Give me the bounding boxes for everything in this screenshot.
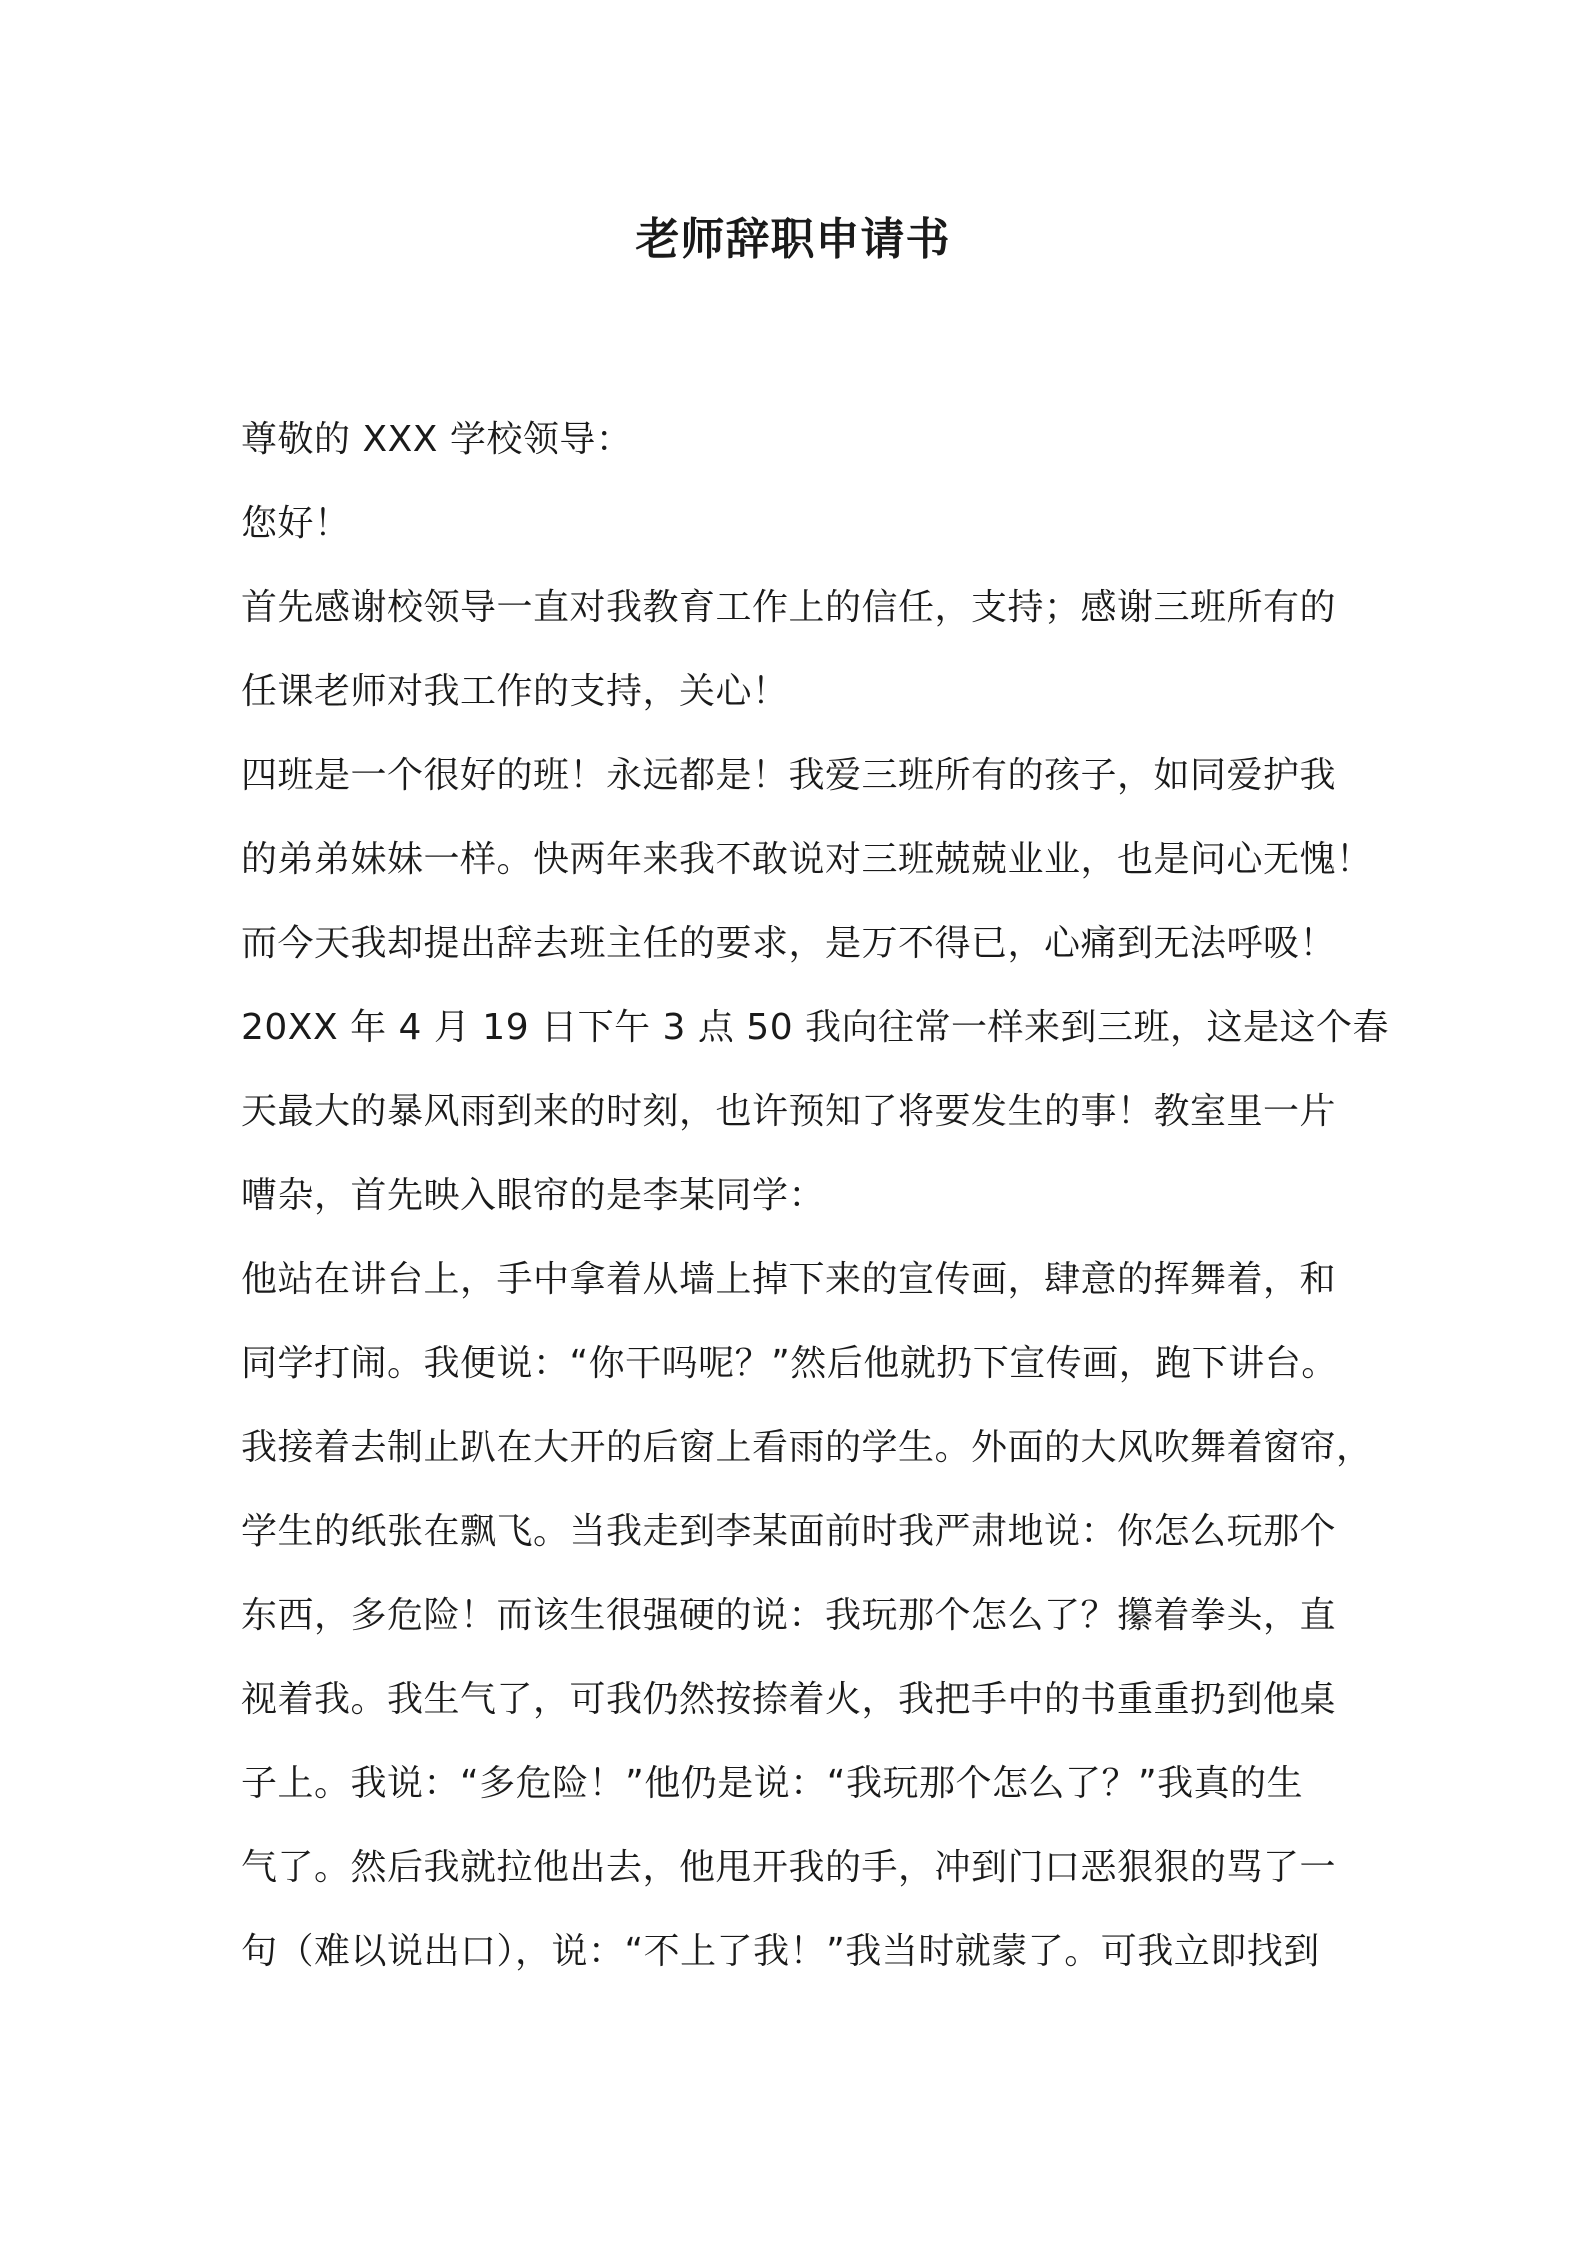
body-line: 您好！ bbox=[241, 503, 351, 544]
body-line: 我接着去制止趴在大开的后窗上看雨的学生。外面的大风吹舞着窗帘， bbox=[241, 1427, 1373, 1468]
body-line: 气了。然后我就拉他出去，他甩开我的手，冲到门口恶狠狠的骂了一 bbox=[241, 1847, 1337, 1888]
body-line: 的弟弟妹妹一样。快两年来我不敢说对三班兢兢业业，也是问心无愧！ bbox=[241, 839, 1373, 880]
body-line: 视着我。我生气了，可我仍然按捺着火，我把手中的书重重扔到他桌 bbox=[241, 1679, 1337, 1720]
document-title: 老师辞职申请书 bbox=[635, 214, 951, 265]
document-body bbox=[241, 408, 1390, 2004]
body-line: 学生的纸张在飘飞。当我走到李某面前时我严肃地说：你怎么玩那个 bbox=[241, 1511, 1337, 1552]
body-line: 句（难以说出口），说：“不上了我！”我当时就蒙了。可我立即找到 bbox=[241, 1931, 1320, 1972]
body-line: 首先感谢校领导一直对我教育工作上的信任，支持；感谢三班所有的 bbox=[241, 587, 1337, 628]
body-line: 而今天我却提出辞去班主任的要求，是万不得已，心痛到无法呼吸！ bbox=[241, 923, 1337, 964]
body-line: 20XX 年 4 月 19 日下午 3 点 50 我向往常一样来到三班，这是这个春 bbox=[241, 1007, 1390, 1048]
body-line: 尊敬的 XXX 学校领导： bbox=[241, 419, 633, 460]
body-line: 四班是一个很好的班！永远都是！我爱三班所有的孩子，如同爱护我 bbox=[241, 755, 1337, 796]
body-line: 东西，多危险！而该生很强硬的说：我玩那个怎么了？攥着拳头，直 bbox=[241, 1595, 1337, 1636]
body-line: 任课老师对我工作的支持，关心！ bbox=[241, 671, 789, 712]
body-line: 同学打闹。我便说：“你干吗呢？”然后他就扔下宣传画，跑下讲台。 bbox=[241, 1343, 1338, 1384]
body-line: 天最大的暴风雨到来的时刻，也许预知了将要发生的事！教室里一片 bbox=[241, 1091, 1337, 1132]
body-line: 嘈杂，首先映入眼帘的是李某同学： bbox=[241, 1175, 826, 1216]
body-line: 他站在讲台上，手中拿着从墙上掉下来的宣传画，肆意的挥舞着，和 bbox=[241, 1259, 1337, 1300]
body-line: 子上。我说：“多危险！”他仍是说：“我玩那个怎么了？”我真的生 bbox=[241, 1763, 1304, 1804]
